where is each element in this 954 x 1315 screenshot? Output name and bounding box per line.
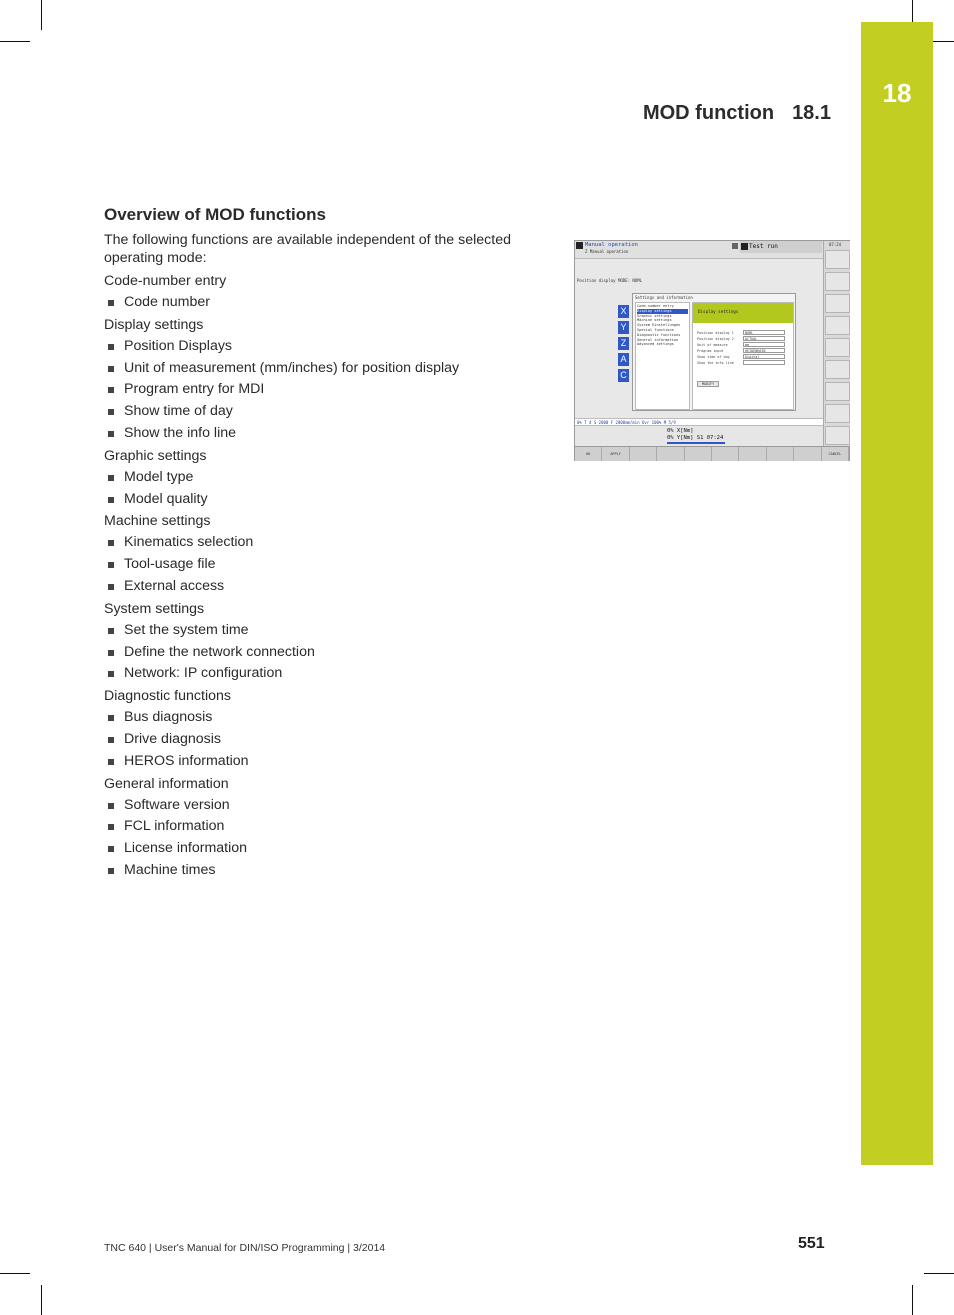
axis-label: C xyxy=(618,369,629,382)
list-item xyxy=(104,554,544,576)
crop-mark xyxy=(0,1273,30,1274)
group-label: General information xyxy=(104,775,229,792)
test-run-tab xyxy=(740,241,822,253)
modify-button[interactable]: MODIFY xyxy=(697,381,719,387)
group-label: Graphic settings xyxy=(104,447,207,464)
tree-item[interactable]: Graphic settings xyxy=(637,313,672,318)
list-item-text: Kinematics selection xyxy=(124,534,254,551)
chapter-number: 18 xyxy=(882,78,912,108)
bullet-icon xyxy=(108,628,114,634)
list-item xyxy=(104,336,544,358)
list-item xyxy=(104,642,544,664)
list-item xyxy=(104,532,544,554)
axis-label: X xyxy=(618,305,629,318)
form-label: Program input xyxy=(697,349,724,353)
list-item xyxy=(104,860,544,882)
bullet-icon xyxy=(108,671,114,677)
override-readout xyxy=(667,428,723,442)
list-item-text: Set the system time xyxy=(124,621,249,638)
group-label: Diagnostic functions xyxy=(104,688,231,705)
list-item xyxy=(104,467,544,489)
group-label: Machine settings xyxy=(104,513,211,530)
bullet-icon xyxy=(108,715,114,721)
display-settings-panel xyxy=(692,302,794,410)
list-item xyxy=(104,489,544,511)
tree-item[interactable]: Machine settings xyxy=(637,318,672,323)
softkey[interactable]: CANCEL xyxy=(822,447,849,461)
group-label: Code-number entry xyxy=(104,273,227,289)
group-label: System settings xyxy=(104,600,205,617)
list-item-text: Show time of day xyxy=(124,403,233,420)
list-item-text: Tool-usage file xyxy=(124,556,216,573)
softkey[interactable] xyxy=(739,447,766,461)
bullet-icon xyxy=(108,824,114,830)
side-softkey[interactable] xyxy=(825,272,850,291)
footer-manual: TNC 640 | User's Manual for DIN/ISO Programming | 3/2014 xyxy=(104,1242,386,1254)
softkey[interactable] xyxy=(630,447,657,461)
tree-item[interactable]: Special functions xyxy=(637,327,674,332)
list-item xyxy=(104,379,544,401)
form-label: Position display 1 xyxy=(697,331,734,335)
running-header xyxy=(643,102,831,125)
softkey[interactable] xyxy=(794,447,821,461)
intro-paragraph: The following functions are available independent of the selected operating mode: xyxy=(104,232,511,266)
list-item-text: Show the info line xyxy=(124,424,236,441)
tree-item[interactable]: Diagnostic functions xyxy=(637,332,681,337)
section-heading: Overview of MOD functions xyxy=(104,205,326,224)
side-softkey-column xyxy=(823,241,850,446)
softkey[interactable]: OK xyxy=(575,447,602,461)
tree-item[interactable]: System Einstellungen xyxy=(637,323,681,328)
softkey[interactable] xyxy=(657,447,684,461)
chapter-tab xyxy=(861,22,933,1165)
list-item-text: Program entry for MDI xyxy=(124,381,265,398)
bullet-icon xyxy=(108,803,114,809)
list-item-text: Define the network connection xyxy=(124,643,315,660)
header-section: 18.1 xyxy=(792,102,831,124)
side-softkey[interactable] xyxy=(825,426,850,445)
function-list xyxy=(104,270,544,882)
list-item-text: External access xyxy=(124,577,225,594)
axis-label: Y xyxy=(618,321,629,334)
bullet-icon xyxy=(108,366,114,372)
side-softkey[interactable] xyxy=(825,382,850,401)
side-softkey[interactable] xyxy=(825,360,850,379)
form-row xyxy=(697,360,791,366)
list-item xyxy=(104,663,544,685)
list-item xyxy=(104,292,544,314)
form-select[interactable]: HEIDENHAIN xyxy=(743,348,785,353)
readout-line: 0% X[Nm] xyxy=(667,428,694,434)
tnc-screenshot xyxy=(574,240,850,461)
bullet-icon xyxy=(108,431,114,437)
form-select[interactable]: Digital xyxy=(743,354,785,359)
softkey[interactable] xyxy=(767,447,794,461)
list-item-text: Model quality xyxy=(124,490,208,507)
list-item xyxy=(104,795,544,817)
list-item xyxy=(104,729,544,751)
crop-mark xyxy=(41,1285,42,1315)
axis-label: Z xyxy=(618,337,629,350)
mode-title: Manual operation xyxy=(585,242,638,248)
list-item-text: Software version xyxy=(124,796,230,813)
list-item xyxy=(104,751,544,773)
crop-mark xyxy=(0,41,30,42)
tree-item[interactable]: Display settings xyxy=(637,309,688,314)
bullet-icon xyxy=(108,344,114,350)
list-item-text: Machine times xyxy=(124,861,216,878)
list-item-text: Model type xyxy=(124,468,194,485)
bullet-icon xyxy=(108,475,114,481)
list-item xyxy=(104,707,544,729)
list-item xyxy=(104,423,544,445)
list-item-text: Bus diagnosis xyxy=(124,709,213,726)
list-item-text: Position Displays xyxy=(124,337,233,354)
side-softkey[interactable] xyxy=(825,404,850,423)
form-select[interactable]: ACTUAL xyxy=(743,336,785,341)
list-item xyxy=(104,838,544,860)
list-item-text: FCL information xyxy=(124,818,225,835)
dialog-title: Settings and information xyxy=(635,295,693,300)
crop-mark xyxy=(924,1273,954,1274)
form-label: Show time of day xyxy=(697,355,730,359)
list-item-text: Network: IP configuration xyxy=(124,665,283,682)
tree-item[interactable]: Code-number entry xyxy=(637,304,674,308)
mode-icon xyxy=(576,242,583,249)
mode-subtitle: Z Manual operation xyxy=(585,249,629,254)
side-softkey[interactable] xyxy=(825,338,850,357)
list-item xyxy=(104,576,544,598)
bullet-icon xyxy=(108,300,114,306)
list-item-text: HEROS information xyxy=(124,752,249,769)
form-label: Unit of measure xyxy=(697,343,728,347)
side-softkey[interactable] xyxy=(825,250,850,269)
settings-dialog xyxy=(632,293,796,411)
list-item xyxy=(104,816,544,838)
side-softkey[interactable] xyxy=(825,316,850,335)
screen-topbar xyxy=(575,241,823,259)
program-icon xyxy=(732,243,738,249)
bullet-icon xyxy=(108,497,114,503)
header-title: MOD function xyxy=(642,102,775,124)
softkey[interactable]: APPLY xyxy=(602,447,629,461)
list-item xyxy=(104,620,544,642)
list-item-text: Code number xyxy=(124,294,210,310)
softkey[interactable] xyxy=(712,447,739,461)
bullet-icon xyxy=(108,759,114,765)
axis-label: A xyxy=(618,353,629,366)
status-line: 0% T 4 S 2000 F 2000mm/min Ovr 100% M 5/9 xyxy=(575,418,823,426)
readout-line: 0% Y[Nm] S1 07:24 xyxy=(667,435,724,441)
tree-item[interactable]: Advanced settings xyxy=(637,342,674,347)
override-bar xyxy=(667,442,725,444)
bullet-icon xyxy=(108,540,114,546)
crop-mark xyxy=(912,1285,913,1315)
form-select[interactable]: NOML xyxy=(743,330,785,335)
softkey-row xyxy=(575,446,849,461)
settings-tree xyxy=(635,302,690,410)
bullet-icon xyxy=(108,737,114,743)
form-select[interactable] xyxy=(743,360,785,365)
list-item-text: Unit of measurement (mm/inches) for position display xyxy=(124,359,460,376)
bullet-icon xyxy=(108,409,114,415)
panel-header xyxy=(693,303,793,323)
list-item xyxy=(104,401,544,423)
softkey[interactable] xyxy=(685,447,712,461)
list-item-text: License information xyxy=(124,840,248,857)
panel-title: Display settings xyxy=(698,309,739,314)
position-display-line: Position display MODE: NOML xyxy=(577,278,643,283)
page-number: 551 xyxy=(798,1235,825,1252)
form-select[interactable]: mm xyxy=(743,342,785,347)
bullet-icon xyxy=(108,387,114,393)
settings-form xyxy=(697,330,791,366)
test-run-label: Test run xyxy=(749,243,778,250)
group-label: Display settings xyxy=(104,316,204,333)
crop-mark xyxy=(41,0,42,30)
axis-column xyxy=(618,305,629,385)
bullet-icon xyxy=(108,650,114,656)
form-label: Show the info line xyxy=(697,361,734,365)
list-item xyxy=(104,358,544,380)
bullet-icon xyxy=(108,584,114,590)
test-run-icon xyxy=(741,243,748,250)
bullet-icon xyxy=(108,868,114,874)
bullet-icon xyxy=(108,562,114,568)
list-item-text: Drive diagnosis xyxy=(124,730,221,747)
side-softkey[interactable] xyxy=(825,294,850,313)
form-label: Position display 2 xyxy=(697,337,734,341)
clock: 07:24 xyxy=(829,242,842,247)
tree-item[interactable]: General information xyxy=(637,337,679,342)
status-area xyxy=(575,426,823,446)
bullet-icon xyxy=(108,846,114,852)
